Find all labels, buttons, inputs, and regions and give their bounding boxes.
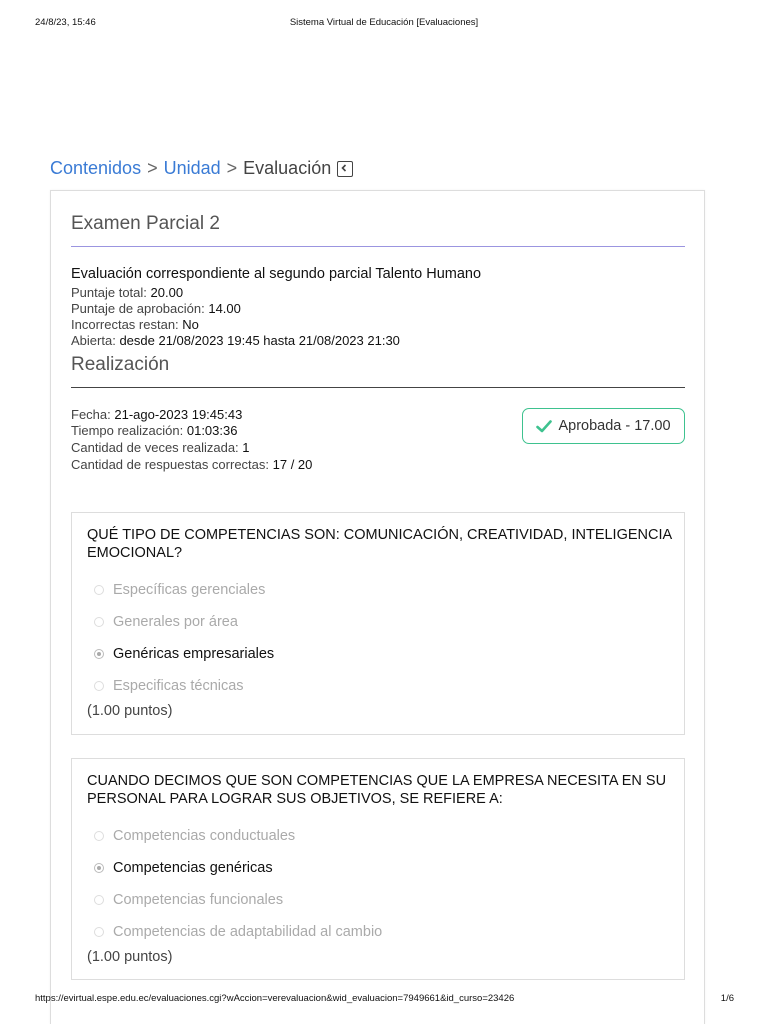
question-card <box>71 512 685 735</box>
answer-option[interactable]: Especificas técnicas <box>94 678 244 694</box>
question-points: (1.00 puntos) <box>87 703 173 719</box>
question-text: QUÉ TIPO DE COMPETENCIAS SON: COMUNICACIÓN, CREATIVIDAD, INTELIGENCIA EMOCIONAL? <box>87 527 672 561</box>
print-page-title: Sistema Virtual de Educación [Evaluaciones] <box>289 17 479 28</box>
section-title-realizacion: Realización <box>71 354 170 375</box>
info-fecha: Fecha: 21-ago-2023 19:45:43 <box>71 407 243 422</box>
breadcrumb-contenidos[interactable]: Contenidos <box>50 158 142 178</box>
question-text: CUANDO DECIMOS QUE SON COMPETENCIAS QUE LA EMPRESA NECESITA EN SU PERSONAL PARA LOGRAR SUS OBJETIVOS, SE REFIERE A: <box>87 773 667 807</box>
question-points: (1.00 puntos) <box>87 949 173 965</box>
breadcrumb-unidad[interactable]: Unidad <box>163 158 221 178</box>
back-icon[interactable] <box>337 161 353 177</box>
answer-option-selected[interactable]: Competencias genéricas <box>94 860 273 876</box>
radio-button[interactable] <box>94 585 104 595</box>
info-puntaje-aprobacion: Puntaje de aprobación: 14.00 <box>71 301 241 316</box>
check-icon <box>536 420 552 433</box>
print-url: https://evirtual.espe.edu.ec/evaluaciones.cgi?wAccion=verevaluacion&wid_evaluacion=7949661&id_curso=23426 <box>35 993 515 1004</box>
exam-title: Examen Parcial 2 <box>71 213 220 234</box>
answer-option-selected[interactable]: Genéricas empresariales <box>94 646 274 662</box>
evaluation-card <box>50 190 705 1024</box>
status-text: Aprobada - 17.00 <box>558 418 671 434</box>
breadcrumb-evaluacion: Evaluación <box>243 158 332 178</box>
info-cantidad-veces: Cantidad de veces realizada: 1 <box>71 440 250 455</box>
breadcrumb-separator: > <box>147 158 158 178</box>
radio-button[interactable] <box>94 927 104 937</box>
info-incorrectas-restan: Incorrectas restan: No <box>71 317 199 332</box>
radio-button[interactable] <box>94 617 104 627</box>
radio-button[interactable] <box>94 831 104 841</box>
print-page-number: 1/6 <box>720 993 734 1004</box>
print-header <box>0 17 768 31</box>
info-respuestas-correctas: Cantidad de respuestas correctas: 17 / 20 <box>71 457 313 472</box>
radio-button[interactable] <box>94 895 104 905</box>
section-divider <box>71 387 685 388</box>
radio-button[interactable] <box>94 681 104 691</box>
answer-option[interactable]: Generales por área <box>94 614 238 630</box>
title-divider <box>71 246 685 247</box>
answer-option[interactable]: Competencias de adaptabilidad al cambio <box>94 924 382 940</box>
print-footer <box>0 993 768 1007</box>
radio-button-checked[interactable] <box>94 649 104 659</box>
info-abierta: Abierta: desde 21/08/2023 19:45 hasta 21/08/2023 21:30 <box>71 333 400 348</box>
answer-option[interactable]: Competencias funcionales <box>94 892 283 908</box>
status-badge <box>522 408 685 444</box>
print-datetime: 24/8/23, 15:46 <box>35 17 96 28</box>
answer-option[interactable]: Competencias conductuales <box>94 828 295 844</box>
radio-button-checked[interactable] <box>94 863 104 873</box>
breadcrumb-separator: > <box>226 158 238 178</box>
question-card <box>71 758 685 980</box>
info-puntaje-total: Puntaje total: 20.00 <box>71 285 184 300</box>
exam-description: Evaluación correspondiente al segundo parcial Talento Humano <box>71 266 482 282</box>
info-tiempo-realizacion: Tiempo realización: 01:03:36 <box>71 423 238 438</box>
breadcrumb <box>50 158 353 179</box>
answer-option[interactable]: Específicas gerenciales <box>94 582 265 598</box>
